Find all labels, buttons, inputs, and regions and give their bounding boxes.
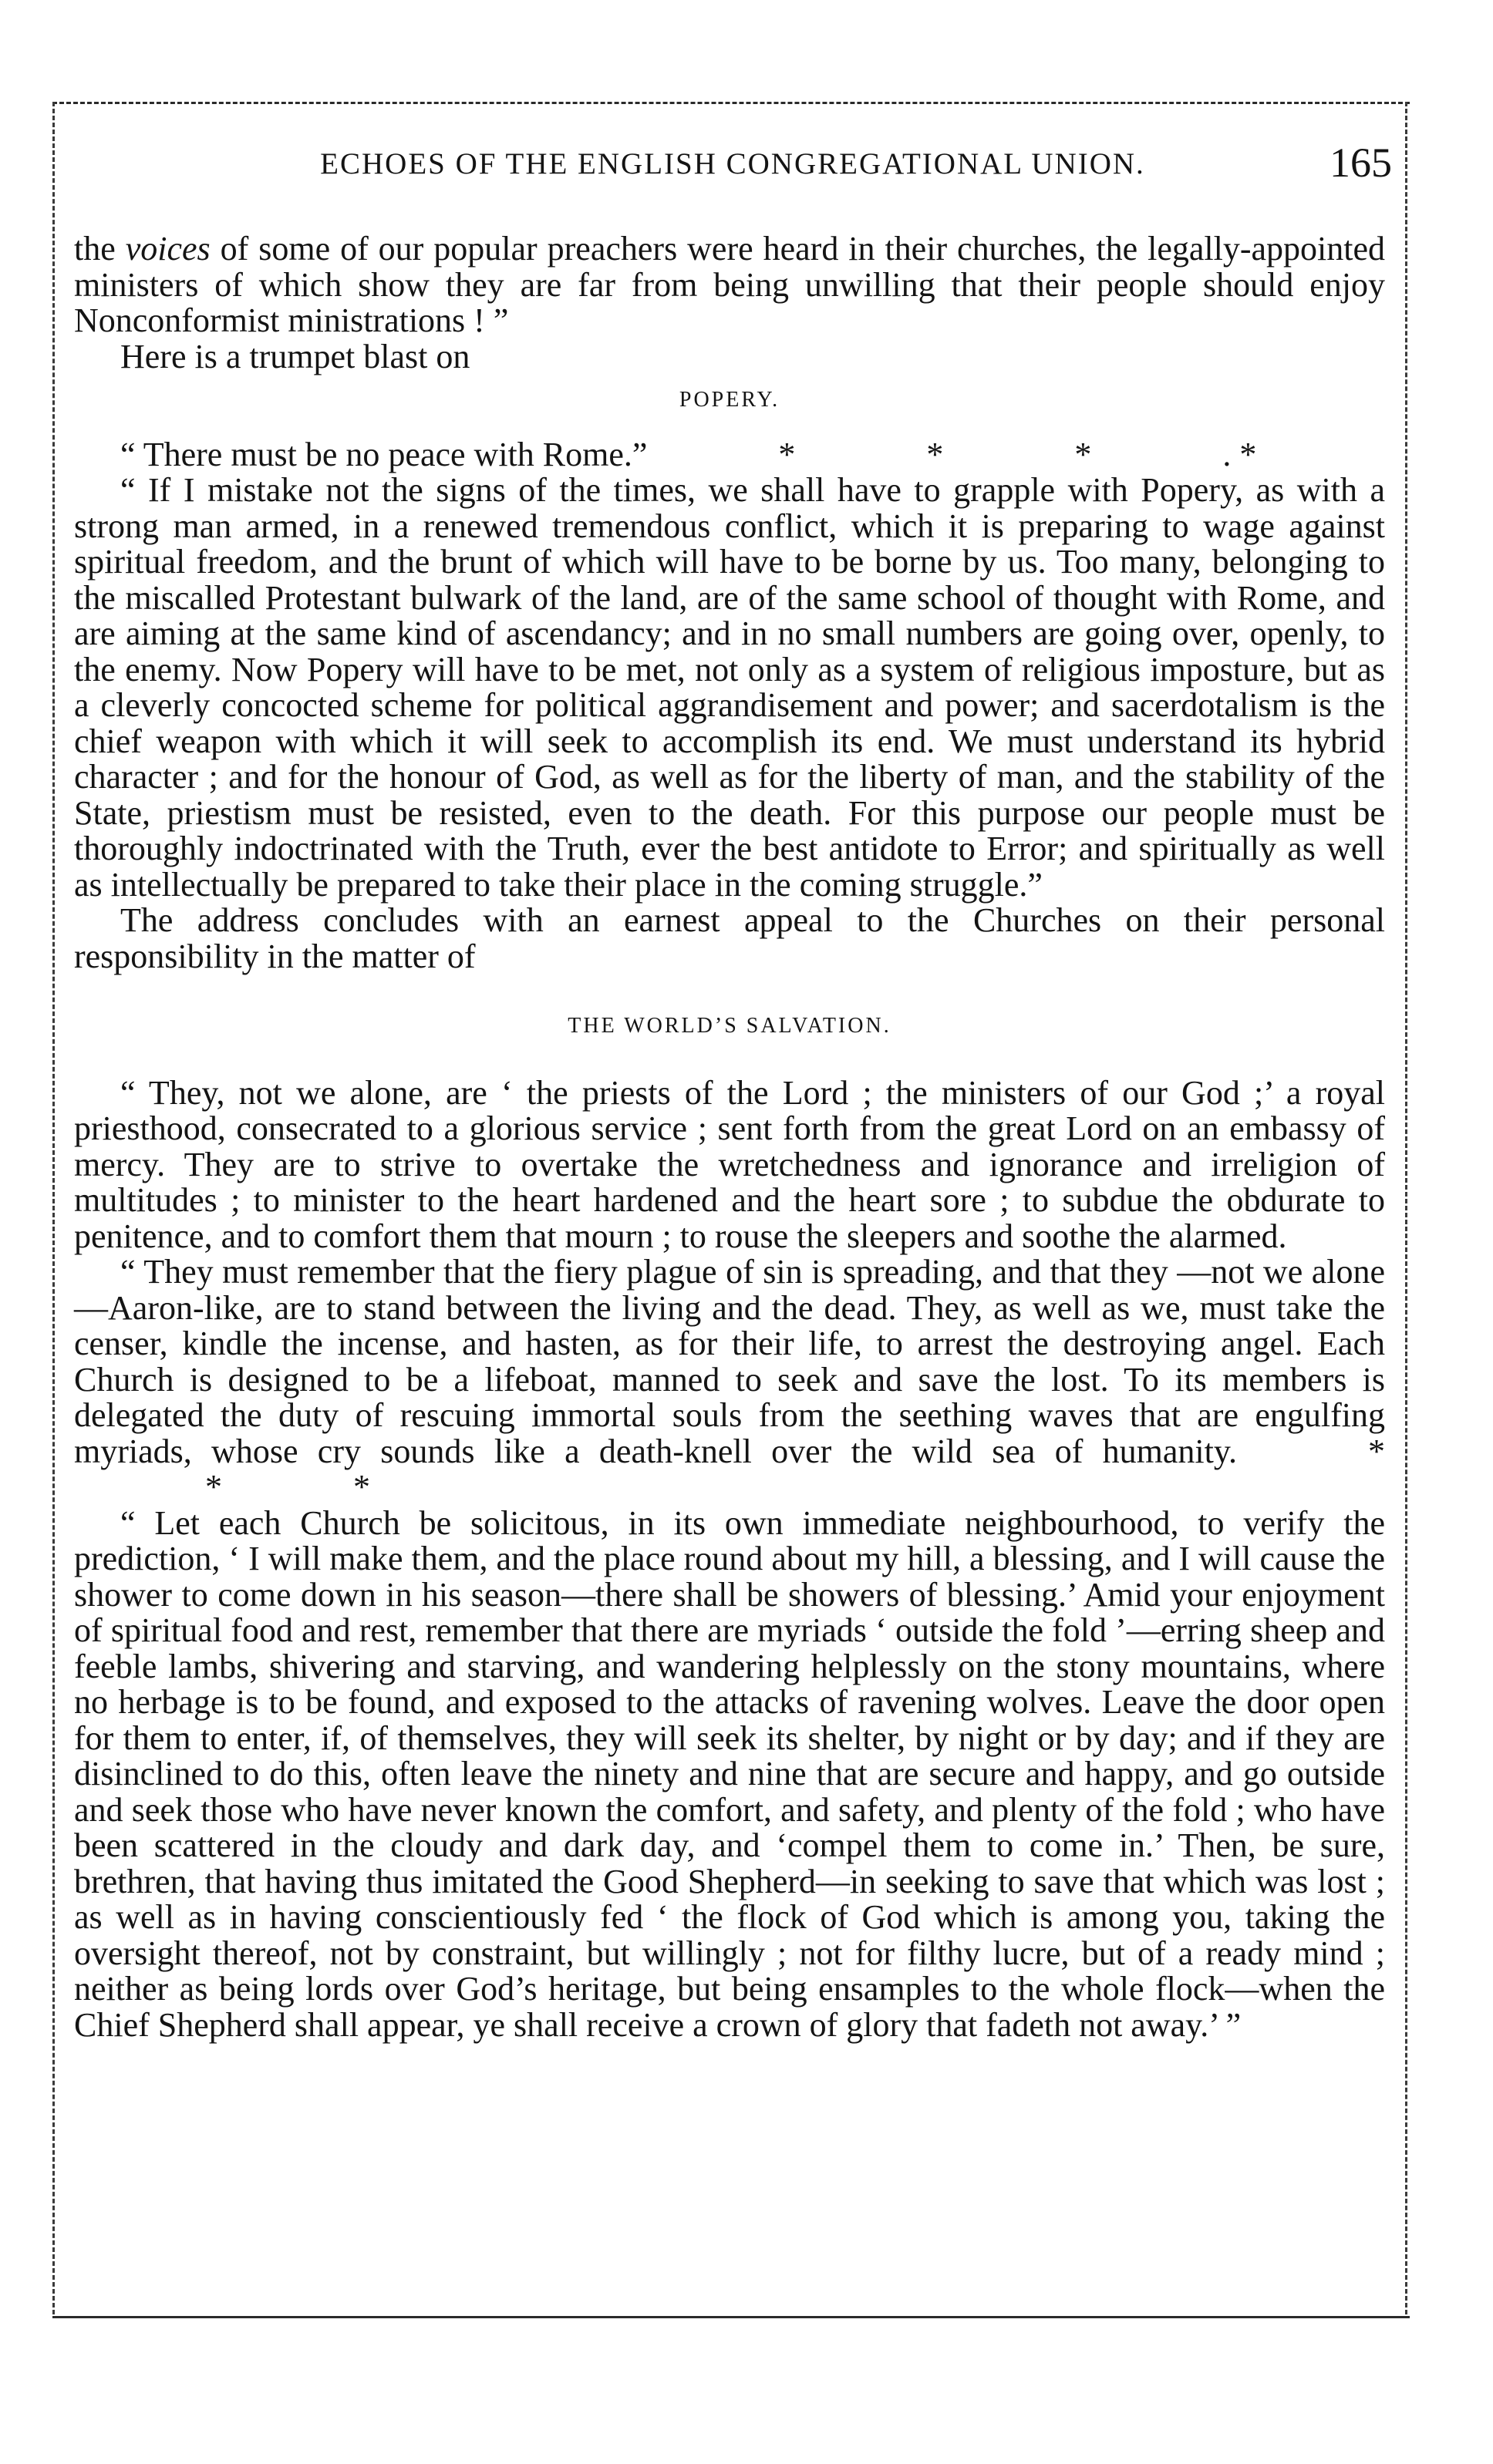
asterism [647, 436, 1256, 473]
asterisk: * [926, 435, 944, 473]
asterisk: * [1368, 1432, 1385, 1470]
paragraph-7-text: “ They must remember that the fiery plague of sin is spreading, and that they —not we alone—Aaron-like, are to stand between the living and the dead. They, as well as we, must take the censer, kindle the incense, and hasten, as for their life, to arrest the destroying angel. Each Church is designed to be a lifeboat, manned to seek and save the lost. To its members is delegated the duty of rescuing immortal souls from the seething waves that are engulfing myriads, whose cry sounds like a death-knell over the wild sea of humanity. [74, 1253, 1385, 1470]
asterisk: . * [1222, 435, 1257, 473]
paragraph-4: “ If I mistake not the signs of the times, we shall have to grapple with Popery, as with a strong man armed, in a renewed tremendous conflict, which it is preparing to wage against spiritual freedom, and the brunt of which will have to be borne by us. Too many, belonging to the miscalled Protestant bulwark of the land, are of the same school of thought with Rome, and are aiming at the same kind of ascendancy; and in no small numbers are going over, openly, to the enemy. Now Popery will have to be met, not only as a system of religious imposture, but as a cleverly concocted scheme for political aggrandisement and power; and sacerdotalism is the chief weapon with which it will seek to accomplish its end. We must understand its hybrid character ; and for the honour of God, as well as for the liberty of man, and the stability of the State, priestism must be resisted, even to the death. For this purpose our people must be thoroughly indoctrinated with the Truth, ever the best antidote to Error; and spiritually as well as intellectually be prepared to take their place in the coming struggle.” [74, 471, 1385, 904]
paragraph-1 [74, 231, 1385, 339]
section-heading-worlds-salvation: THE WORLD’S SALVATION. [568, 1014, 891, 1038]
page-border-right [1405, 102, 1407, 2314]
paragraph-1-rest: of some of our popular preachers were heard in their churches, the legally-appointed ministers of which show they are far from being unwilling that their people should enjoy Nonconformist ministrations ! ” [74, 230, 1385, 339]
paragraph-1-italic: voices [125, 230, 211, 268]
paragraph-7 [74, 1254, 1385, 1506]
body-text [74, 231, 1385, 2043]
paragraph-6: “ They, not we alone, are ‘ the priests of the Lord ; the ministers of our God ;’ a royal priesthood, consecrated to a glorious service ; sent forth from the great Lord on an embassy of mercy. They are to strive to overtake the wretchedness and ignorance and irreligion of multitudes ; to minister to the heart hardened and the heart sore ; to subdue the obdurate to penitence, and to comfort them that mourn ; to rouse the sleepers and soothe the alarmed. [74, 1073, 1385, 1255]
page-border-left [52, 102, 55, 2314]
paragraph-8: “ Let each Church be solicitous, in its own immediate neighbourhood, to verify the prediction, ‘ I will make them, and the place round about my hill, a blessing, and I will cause the shower to come down in his season—there shall be showers of blessing.’ Amid your enjoyment of spiritual food and rest, remember that there are myriads ‘ outside the fold ’—erring sheep and feeble lambs, shivering and starving, and wandering helplessly on the stony mountains, where no herbage is to be found, and exposed to the attacks of ravening wolves. Leave the door open for them to enter, if, of themselves, they will seek its shelter, by night or by day; and if they are disinclined to do this, often leave the ninety and nine that are secure and happy, and go outside and seek those who have never known the comfort, and safety, and plenty of the fold ; who have been scattered in the cloudy and dark day, and ‘compel them to come in.’ Then, be sure, brethren, that having thus imitated the Good Shepherd—in seeking to save that which was lost ; as well as in having conscientiously fed ‘ the flock of God which is among you, taking the oversight thereof, not by constraint, but willingly ; not for filthy lucre, but of a ready mind ; neither as being lords over God’s heritage, but being ensamples to the whole flock—when the Chief Shepherd shall appear, ye shall receive a crown of glory that fadeth not away.’ ” [74, 1503, 1385, 2044]
paragraph-2: Here is a trumpet blast on [120, 337, 470, 375]
asterisk: * [1074, 435, 1092, 473]
page-border-top [52, 102, 1410, 104]
paragraph-1-start: the [74, 230, 126, 268]
page-border-bottom [52, 2316, 1410, 2318]
asterisk: * [205, 1468, 222, 1506]
paragraph-5: The address concludes with an earnest appeal to the Churches on their personal responsibility in the matter of [74, 901, 1385, 975]
asterisk: * [778, 435, 796, 473]
page-number: 165 [1330, 140, 1392, 186]
section-heading-popery: POPERY. [679, 388, 780, 412]
running-title: ECHOES OF THE ENGLISH CONGREGATIONAL UNION. [320, 147, 1145, 180]
asterisk: * [353, 1468, 370, 1506]
paragraph-3 [74, 437, 1385, 473]
paragraph-3-text: “ There must be no peace with Rome.” [120, 435, 648, 473]
